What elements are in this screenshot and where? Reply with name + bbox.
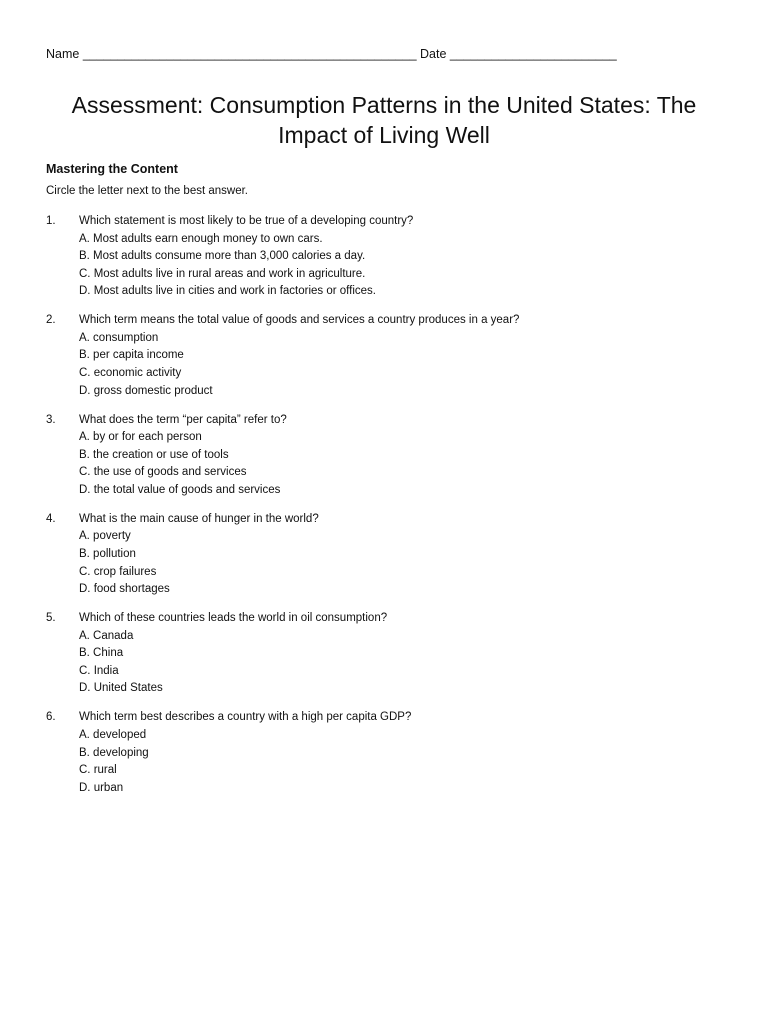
- answer-option-b[interactable]: B. pollution: [79, 547, 136, 560]
- page-title: Assessment: Consumption Patterns in the United States: The Impact of Living Well: [71, 92, 697, 148]
- answer-option-c[interactable]: C. the use of goods and services: [79, 466, 247, 479]
- answer-option-d[interactable]: D. Most adults live in cities and work in factories or offices.: [79, 285, 376, 298]
- answer-option-b[interactable]: B. per capita income: [79, 349, 184, 362]
- answer-option-d[interactable]: D. gross domestic product: [79, 384, 213, 397]
- question-number: 3.: [46, 413, 56, 426]
- name-blank: ________________________________________________: [82, 47, 417, 61]
- answer-option-b[interactable]: B. China: [79, 647, 124, 660]
- answer-option-c[interactable]: C. crop failures: [79, 565, 157, 578]
- answer-option-d[interactable]: D. United States: [79, 682, 163, 695]
- answer-option-b[interactable]: B. Most adults consume more than 3,000 calories a day.: [79, 250, 366, 263]
- answer-option-a[interactable]: A. Canada: [79, 629, 134, 642]
- question-number: 2.: [46, 314, 56, 327]
- question-4: [46, 511, 726, 599]
- answer-option-d[interactable]: D. the total value of goods and services: [79, 483, 281, 496]
- question-number: 6.: [46, 711, 56, 724]
- question-6: [46, 709, 726, 797]
- name-date-line: [46, 47, 617, 61]
- question-text: What is the main cause of hunger in the world?: [79, 512, 319, 525]
- question-text: Which of these countries leads the world in oil consumption?: [79, 612, 388, 625]
- question-text: What does the term “per capita” refer to?: [79, 413, 287, 426]
- answer-option-a[interactable]: A. poverty: [79, 530, 131, 543]
- answer-option-b[interactable]: B. developing: [79, 746, 149, 759]
- answer-option-b[interactable]: B. the creation or use of tools: [79, 448, 229, 461]
- answer-option-c[interactable]: C. India: [79, 664, 119, 677]
- answer-option-a[interactable]: A. developed: [79, 728, 147, 741]
- question-number: 4.: [46, 512, 56, 525]
- answer-option-a[interactable]: A. Most adults earn enough money to own cars.: [79, 232, 323, 245]
- answer-option-c[interactable]: C. rural: [79, 764, 117, 777]
- question-number: 5.: [46, 612, 56, 625]
- answer-option-a[interactable]: A. consumption: [79, 331, 159, 344]
- question-text: Which term best describes a country with a high per capita GDP?: [79, 711, 412, 724]
- question-3: [46, 412, 726, 500]
- question-number: 1.: [46, 215, 56, 227]
- answer-option-a[interactable]: A. by or for each person: [79, 431, 202, 444]
- date-label: Date: [420, 47, 447, 61]
- answer-option-d[interactable]: D. urban: [79, 781, 124, 794]
- section-heading: Mastering the Content: [46, 162, 178, 176]
- answer-option-c[interactable]: C. Most adults live in rural areas and work in agriculture.: [79, 267, 366, 280]
- date-blank: ________________________: [449, 47, 617, 61]
- instructions-text: Circle the letter next to the best answer.: [46, 185, 248, 197]
- answer-option-d[interactable]: D. food shortages: [79, 583, 170, 596]
- question-5: [46, 610, 726, 698]
- question-1: [46, 213, 726, 301]
- question-list: [46, 213, 726, 809]
- answer-option-c[interactable]: C. economic activity: [79, 367, 182, 380]
- name-label: Name: [46, 47, 80, 61]
- question-text: Which term means the total value of goods and services a country produces in a year?: [79, 314, 520, 327]
- question-text: Which statement is most likely to be true of a developing country?: [79, 215, 414, 227]
- question-2: [46, 312, 726, 400]
